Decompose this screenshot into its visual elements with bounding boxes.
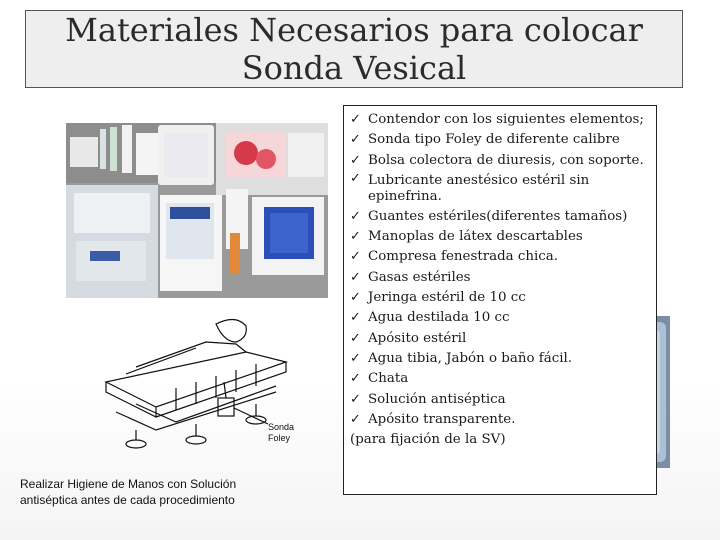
check-icon: ✓ [350,411,361,427]
list-item [350,110,652,130]
check-icon: ✓ [350,132,361,148]
list-item-text: Sonda tipo Foley de diferente calibre [368,132,620,148]
list-item-text: Compresa fenestrada chica. [368,249,559,265]
list-item-text: Jeringa estéril de 10 cc [368,290,526,306]
list-item [350,410,652,430]
check-icon: ✓ [350,112,361,127]
check-icon: ✓ [350,330,361,346]
list-item [350,227,652,247]
check-icon: ✓ [350,249,361,265]
list-item-text: Lubricante anestésico estéril sin epinefrina. [368,172,590,204]
list-item [350,288,652,308]
list-item [350,207,652,227]
check-icon: ✓ [350,269,361,285]
check-icon: ✓ [350,371,361,387]
list-item [350,329,652,349]
check-icon: ✓ [350,229,361,245]
drawing-label-line-1: Sonda [268,422,295,432]
list-item-text: Agua tibia, Jabón o baño fácil. [368,350,573,366]
check-icon: ✓ [350,391,361,407]
list-item-text: Bolsa colectora de diuresis, con soporte. [368,152,644,168]
list-item-text: Contendor con los siguientes elementos; [368,112,644,127]
check-icon: ✓ [350,310,361,326]
check-icon: ✓ [350,290,361,306]
title-line-2: Sonda Vesical [241,49,467,87]
list-item-text: Solución antiséptica [368,391,506,407]
check-icon: ✓ [350,208,361,224]
list-item [350,151,652,171]
list-item-text: Guantes estériles(diferentes tamaños) [368,208,628,224]
list-item [350,268,652,288]
hand-hygiene-caption [20,476,280,508]
list-item-text: Manoplas de látex descartables [368,229,583,245]
list-item [350,171,652,207]
list-item [350,349,652,369]
list-item-text: Apósito estéril [368,330,467,346]
list-note: (para fijación de la SV) [350,432,506,448]
list-item [350,308,652,328]
list-item [350,130,652,150]
caption-line-2: antiséptica antes de cada procedimiento [20,493,235,507]
materials-list-box [343,105,657,495]
title-line-1: Materiales Necesarios para colocar [65,11,643,49]
title-box [25,10,683,88]
check-icon: ✓ [350,170,361,186]
patient-bed-drawing [96,312,296,462]
list-item-text: Chata [368,371,409,387]
drawing-label-line-2: Foley [268,433,291,443]
catheter-kit-photo [66,123,328,298]
check-icon: ✓ [350,152,361,168]
list-item [350,390,652,410]
materials-list [344,106,656,430]
list-item-text: Apósito transparente. [368,411,516,427]
check-icon: ✓ [350,350,361,366]
list-item [350,369,652,389]
list-item-text: Agua destilada 10 cc [368,310,510,326]
caption-line-1: Realizar Higiene de Manos con Solución [20,477,237,491]
list-item-text: Gasas estériles [368,269,471,285]
list-item [350,247,652,267]
